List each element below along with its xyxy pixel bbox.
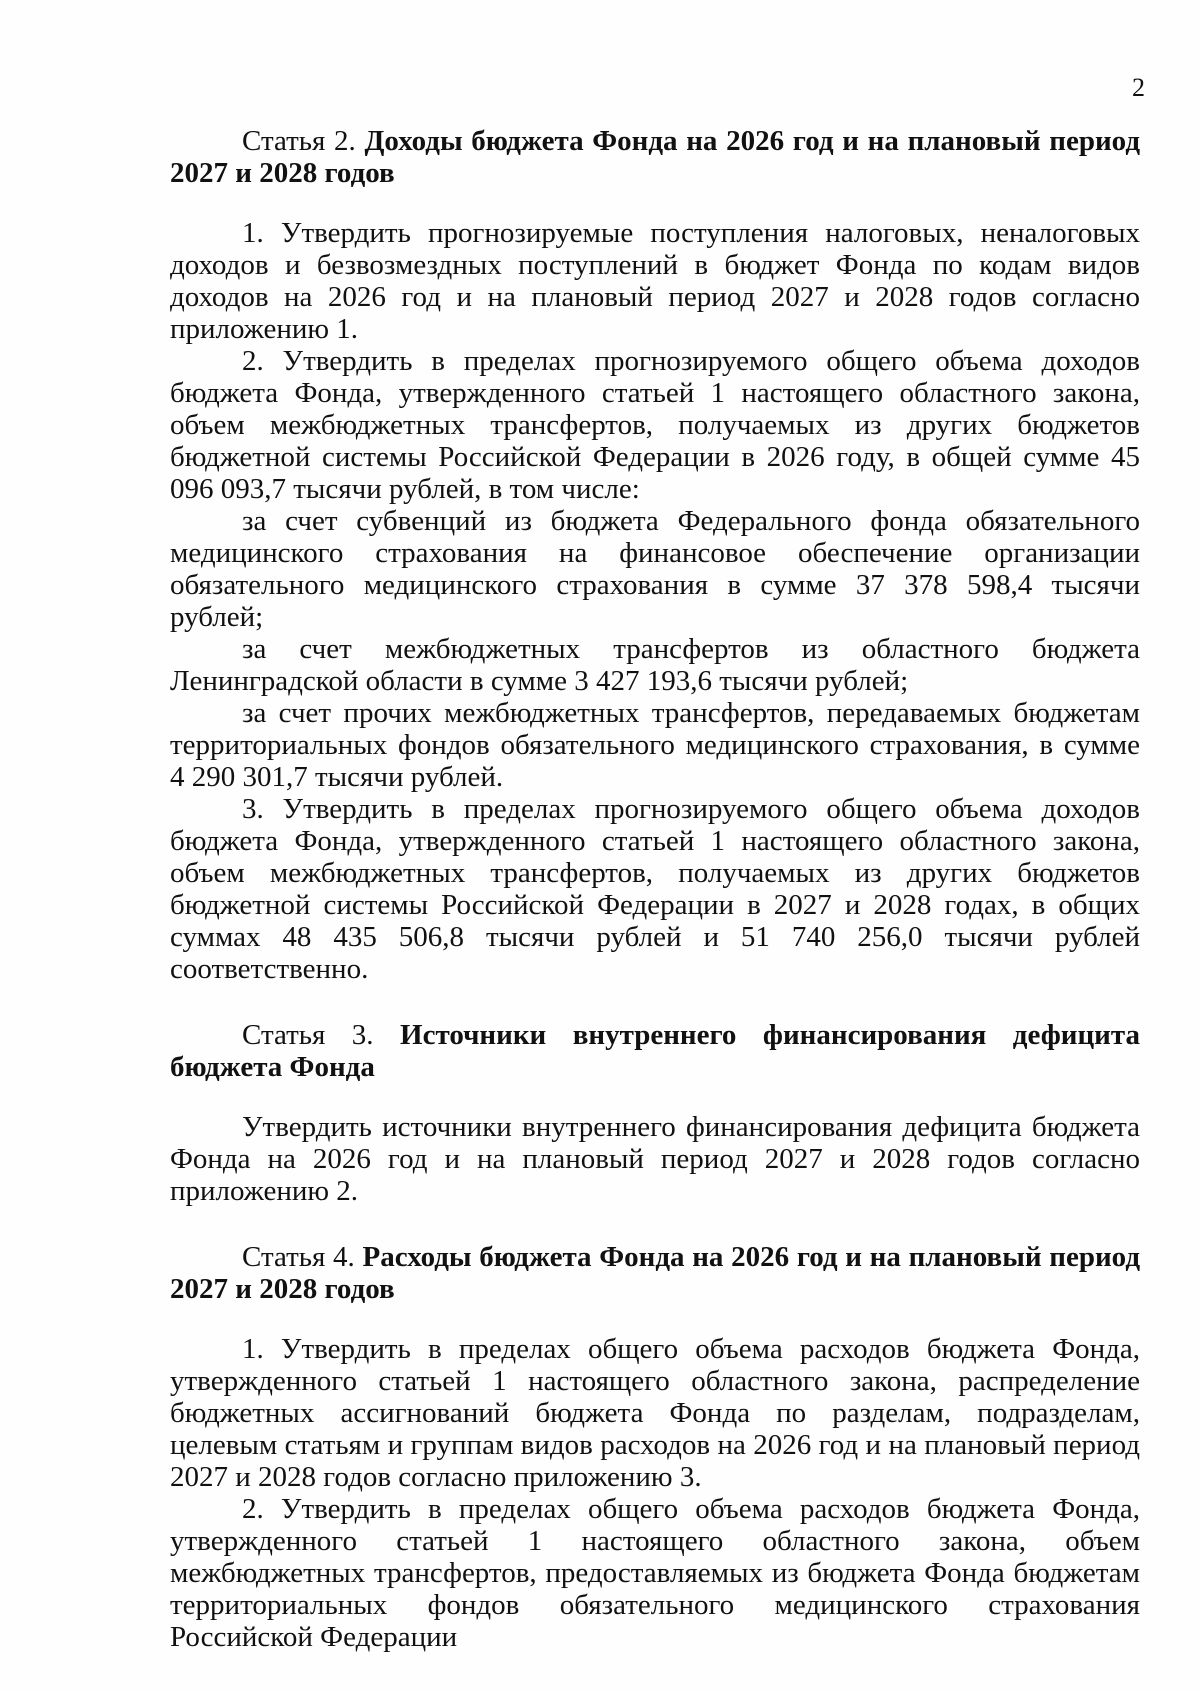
article-title: Расходы бюджета Фонда на 2026 год и на плановый период 2027 и 2028 годов bbox=[170, 1241, 1141, 1305]
document-body bbox=[170, 125, 1140, 1653]
article-title: Доходы бюджета Фонда на 2026 год и на плановый период 2027 и 2028 годов bbox=[170, 125, 1140, 189]
paragraph: за счет субвенций из бюджета Федерального фонда обязательного медицинского страхования на финансовое обеспечение организации обязательного медицинского страхования в сумме 37 378 598,4 тысячи рублей; bbox=[170, 505, 1140, 633]
paragraph: Утвердить источники внутреннего финансирования дефицита бюджета Фонда на 2026 год и на плановый период 2027 и 2028 годов согласно приложению 2. bbox=[170, 1111, 1140, 1207]
article-label: Статья 2. bbox=[242, 125, 356, 157]
article-label: Статья 3. bbox=[242, 1019, 374, 1051]
article-4 bbox=[170, 1241, 1140, 1653]
page-number: 2 bbox=[1132, 73, 1145, 102]
paragraph: 1. Утвердить прогнозируемые поступления налоговых, неналоговых доходов и безвозмездных поступлений в бюджет Фонда по кодам видов доходов на 2026 год и на плановый период 2027 и 2028 годов согласно приложению 1. bbox=[170, 217, 1140, 345]
article-title: Источники внутреннего финансирования дефицита бюджета Фонда bbox=[170, 1019, 1140, 1083]
paragraph: 3. Утвердить в пределах прогнозируемого общего объема доходов бюджета Фонда, утвержденного статьей 1 настоящего областного закона, объем межбюджетных трансфертов, получаемых из других бюджетов бюджетной системы Российской Федерации в 2027 и 2028 годах, в общих суммах 48 435 506,8 тысячи рублей и 51 740 256,0 тысячи рублей соответственно. bbox=[170, 793, 1140, 985]
paragraph: 2. Утвердить в пределах прогнозируемого общего объема доходов бюджета Фонда, утвержденного статьей 1 настоящего областного закона, объем межбюджетных трансфертов, получаемых из других бюджетов бюджетной системы Российской Федерации в 2026 году, в общей сумме 45 096 093,7 тысячи рублей, в том числе: bbox=[170, 345, 1140, 505]
article-label: Статья 4. bbox=[242, 1241, 355, 1273]
article-2 bbox=[170, 125, 1140, 985]
article-heading bbox=[170, 1241, 1140, 1305]
paragraph: за счет межбюджетных трансфертов из областного бюджета Ленинградской области в сумме 3 427 193,6 тысячи рублей; bbox=[170, 633, 1140, 697]
paragraph: 1. Утвердить в пределах общего объема расходов бюджета Фонда, утвержденного статьей 1 настоящего областного закона, распределение бюджетных ассигнований бюджета Фонда по разделам, подразделам, целевым статьям и группам видов расходов на 2026 год и на плановый период 2027 и 2028 годов согласно приложению 3. bbox=[170, 1333, 1140, 1493]
article-heading bbox=[170, 1019, 1140, 1083]
paragraph: за счет прочих межбюджетных трансфертов, передаваемых бюджетам территориальных фондов обязательного медицинского страхования, в сумме 4 290 301,7 тысячи рублей. bbox=[170, 697, 1140, 793]
paragraph: 2. Утвердить в пределах общего объема расходов бюджета Фонда, утвержденного статьей 1 настоящего областного закона, объем межбюджетных трансфертов, предоставляемых из бюджета Фонда бюджетам территориальных фондов обязательного медицинского страхования Российской Федерации bbox=[170, 1493, 1140, 1653]
article-heading bbox=[170, 125, 1140, 189]
article-3 bbox=[170, 1019, 1140, 1207]
